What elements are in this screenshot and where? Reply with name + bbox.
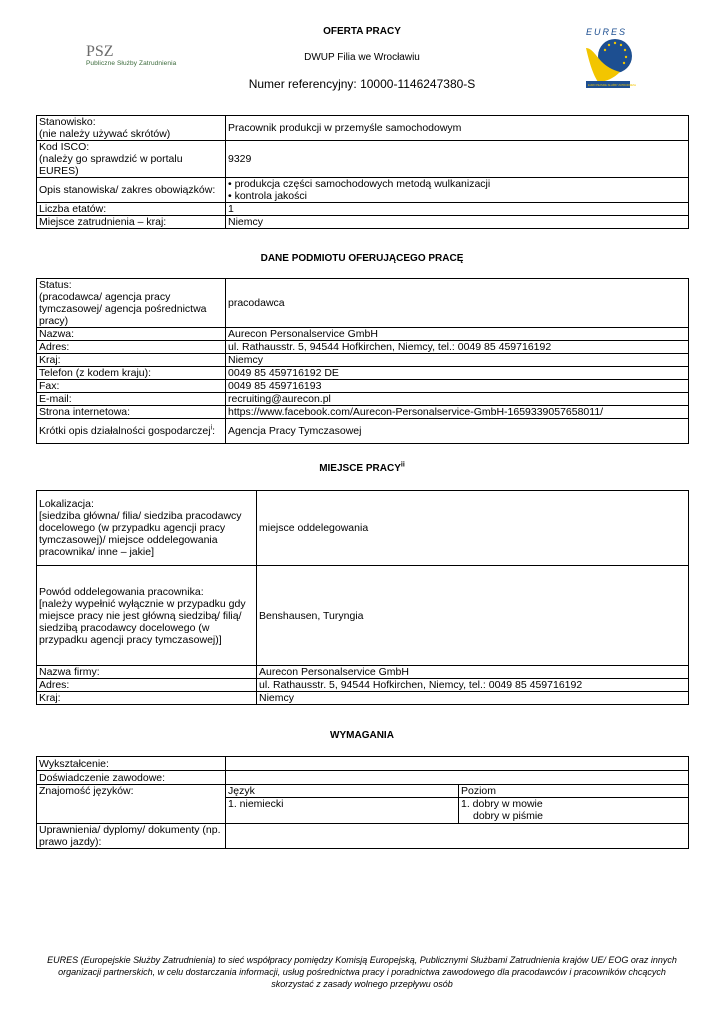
powod-label: Powód oddelegowania pracownika: [należy wypełnić wyłącznie w przypadku gdy miejsce pracy nie jest główną siedzibą/ filią/ siedzibą pracodawcy docelowego (w przypadku agencji pracy tymczasowej)] (37, 566, 257, 666)
workplace-section-title: MIEJSCE PRACY$^{ii}$ (319, 461, 405, 474)
isco-value: 9329 (226, 141, 689, 178)
doswiadczenie-label: Doświadczenie zawodowe: (37, 771, 226, 785)
isco-label: Kod ISCO: (należy go sprawdzić w portalu EURES) (37, 141, 226, 178)
lokalizacja-label: Lokalizacja: [siedziba główna/ filia/ siedziba pracodawcy docelowego (w przypadku agencji pracy tymczasowej)/ miejsce oddelegowania pracownika/ inne – jakie] (37, 491, 257, 566)
kraj-label: Kraj: (37, 354, 226, 367)
eures-footer-note: EURES (Europejskie Służby Zatrudnienia) to sieć współpracy pomiędzy Komisją Europejską, Publicznymi Służbami Zatrudnienia krajów UE/ EOG oraz innych organizacji partnerskich, w celu dostarczania informacji, usług pośrednictwa pracy i poradnictwa zawodowego dla pracodawców i pracowników chcących skorzystać z zasady wolnego przepływu osób (47, 955, 677, 989)
fax-label: Fax: (37, 380, 226, 393)
nazwa-value: Aurecon Personalservice GmbH (226, 328, 689, 341)
stanowisko-value: Pracownik produkcji w przemyśle samochodowym (226, 116, 689, 141)
telefon-label: Telefon (z kodem kraju): (37, 367, 226, 380)
poziom-header: Poziom (459, 785, 689, 798)
www-label: Strona internetowa: (37, 406, 226, 419)
opis-item-1: • produkcja części samochodowych metodą wulkanizacji (228, 178, 491, 190)
dzialalnosc-label: Krótki opis działalności gospodarczej$^i$: (37, 419, 226, 444)
workplace-table (36, 490, 689, 705)
workplace-adres-label: Adres: (37, 679, 257, 692)
jezyk-header: Język (226, 785, 459, 798)
eures-logo-text: EURES (586, 27, 628, 37)
powod-value: Benshausen, Turyngia (257, 566, 689, 666)
fax-value: 0049 85 459716193 (226, 380, 689, 393)
wyksztalcenie-label: Wykształcenie: (37, 757, 226, 771)
status-label: Status: (pracodawca/ agencja pracy tymczasowej/ agencja pośrednictwa pracy) (37, 279, 226, 328)
psz-logo-abbr: PSZ (86, 43, 114, 60)
email-label: E-mail: (37, 393, 226, 406)
opis-item-2: • kontrola jakości (228, 190, 307, 202)
poziom-1-pismo: dobry w piśmie (473, 810, 544, 822)
adres-value: ul. Rathausstr. 5, 94544 Hofkirchen, Niemcy, tel.: 0049 85 459716192 (226, 341, 689, 354)
position-table (36, 115, 689, 229)
kraj-label: Miejsce zatrudnienia – kraj: (37, 216, 226, 229)
workplace-adres-value: ul. Rathausstr. 5, 94544 Hofkirchen, Niemcy, tel.: 0049 85 459716192 (257, 679, 689, 692)
opis-value (226, 178, 689, 203)
etaty-label: Liczba etatów: (37, 203, 226, 216)
kraj-value: Niemcy (226, 354, 689, 367)
requirements-table (36, 756, 689, 849)
opis-label: Opis stanowiska/ zakres obowiązków: (37, 178, 226, 203)
nazwa-label: Nazwa: (37, 328, 226, 341)
workplace-kraj-label: Kraj: (37, 692, 257, 705)
firma-value: Aurecon Personalservice GmbH (257, 666, 689, 679)
status-value: pracodawca (226, 279, 689, 328)
employer-table (36, 278, 689, 444)
jezyk-1: 1. niemiecki (226, 798, 459, 824)
employer-section-title: DANE PODMIOTU OFERUJĄCEGO PRACĘ (260, 253, 464, 264)
uprawnienia-value (226, 824, 689, 849)
offer-title: OFERTA PRACY (323, 26, 401, 37)
firma-label: Nazwa firmy: (37, 666, 257, 679)
email-value[interactable]: recruiting@aurecon.pl (226, 393, 689, 406)
jezyki-label: Znajomość języków: (37, 785, 226, 824)
dzialalnosc-value: Agencja Pracy Tymczasowej (226, 419, 689, 444)
kraj-value: Niemcy (226, 216, 689, 229)
poziom-1 (459, 798, 689, 824)
footnote-ii: ii (400, 461, 405, 469)
doswiadczenie-value (226, 771, 689, 785)
wyksztalcenie-value (226, 757, 689, 771)
uprawnienia-label: Uprawnienia/ dyplomy/ dokumenty (np. prawo jazdy): (37, 824, 226, 849)
workplace-kraj-value: Niemcy (257, 692, 689, 705)
etaty-value: 1 (226, 203, 689, 216)
telefon-value: 0049 85 459716192 DE (226, 367, 689, 380)
office-name: DWUP Filia we Wrocławiu (304, 52, 420, 63)
reference-number: Numer referencyjny: 10000-1146247380-S (248, 77, 476, 91)
adres-label: Adres: (37, 341, 226, 354)
psz-logo-name: Publiczne Służby Zatrudnienia (86, 60, 177, 67)
stanowisko-label: Stanowisko: (nie należy używać skrótów) (37, 116, 226, 141)
requirements-section-title: WYMAGANIA (330, 730, 394, 741)
www-value[interactable]: https://www.facebook.com/Aurecon-Personalservice-GmbH-1659339057658011/ (226, 406, 689, 419)
lokalizacja-value: miejsce oddelegowania (257, 491, 689, 566)
eures-logo-caption: EURO PEJSKIE SŁUŻBY ZATRUDNIENIA (588, 84, 636, 87)
poziom-1-mowa: 1. dobry w mowie (461, 798, 543, 810)
footnote-i: i (210, 424, 213, 432)
